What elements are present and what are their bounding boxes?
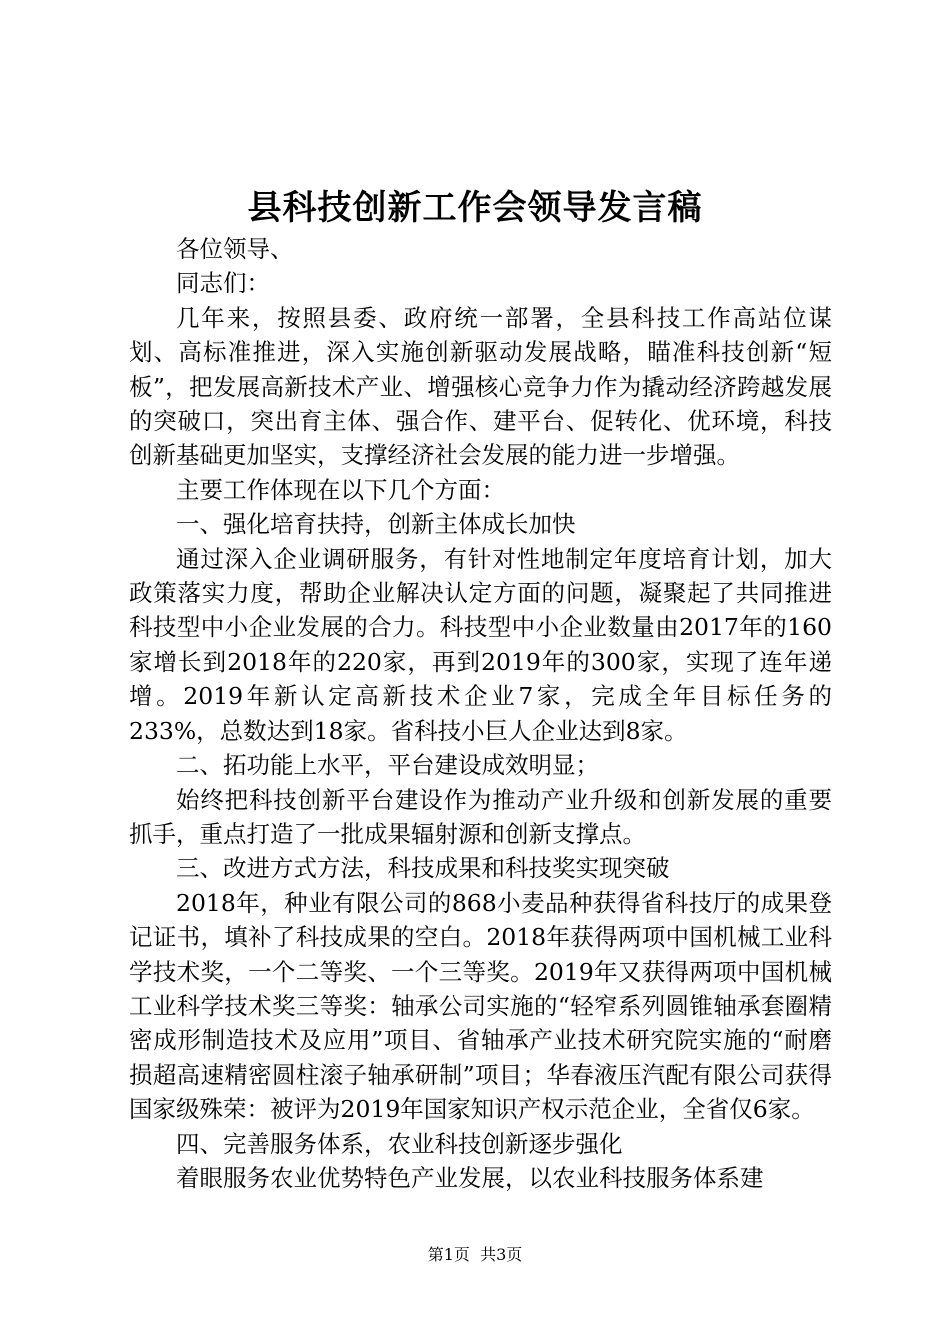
page-total: 共3页: [480, 1245, 523, 1264]
summary-lead: 主要工作体现在以下几个方面：: [176, 475, 505, 504]
section-heading-3: 三、改进方式方法，科技成果和科技奖实现突破: [176, 854, 670, 883]
section-paragraph-2: 始终把科技创新平台建设作为推动产业升级和创新发展的重要抓手，重点打造了一批成果辐射源和创新支撑点。: [129, 785, 832, 848]
section-heading-4: 四、完善服务体系，农业科技创新逐步强化: [176, 1129, 623, 1158]
page-number: 第1页: [427, 1245, 470, 1264]
section-heading-2: 二、拓功能上水平，平台建设成效明显；: [176, 751, 599, 780]
section-paragraph-1: 通过深入企业调研服务，有针对性地制定年度培育计划，加大政策落实力度，帮助企业解决认定方面的问题，凝聚起了共同推进科技型中小企业发展的合力。科技型中小企业数量由2017年的160家增长到2018年的220家，再到2019年的300家，实现了连年递增。2019年新认定高新技术企业7家，完成全年目标任务的233%，总数达到18家。省科技小巨人企业达到8家。: [129, 544, 832, 745]
document-body: [129, 232, 832, 1195]
section-heading-1: 一、强化培育扶持，创新主体成长加快: [176, 510, 576, 539]
salutation-comrades: 同志们：: [176, 269, 270, 298]
section-paragraph-3: 2018年，种业有限公司的868小麦品种获得省科技厅的成果登记证书，填补了科技成果的空白。2018年获得两项中国机械工业科学技术奖，一个二等奖、一个三等奖。2019年又获得两项中国机械工业科学技术奖三等奖：轴承公司实施的“轻窄系列圆锥轴承套圈精密成形制造技术及应用”项目、省轴承产业技术研究院实施的“耐磨损超高速精密圆柱滚子轴承研制”项目；华春液压汽配有限公司获得国家级殊荣：被评为2019年国家知识产权示范企业，全省仅6家。: [129, 888, 832, 1124]
intro-paragraph: 几年来，按照县委、政府统一部署，全县科技工作高站位谋划、高标准推进，深入实施创新驱动发展战略，瞄准科技创新“短板”，把发展高新技术产业、增强核心竞争力作为撬动经济跨越发展的突破口，突出育主体、强合作、建平台、促转化、优环境，科技创新基础更加坚实，支撑经济社会发展的能力进一步增强。: [129, 303, 832, 470]
page-footer: [0, 1245, 950, 1265]
document-title: 县科技创新工作会领导发言稿: [247, 188, 703, 228]
section-paragraph-4: 着眼服务农业优势特色产业发展，以农业科技服务体系建: [176, 1163, 764, 1192]
salutation-leaders: 各位领导、: [176, 235, 294, 263]
